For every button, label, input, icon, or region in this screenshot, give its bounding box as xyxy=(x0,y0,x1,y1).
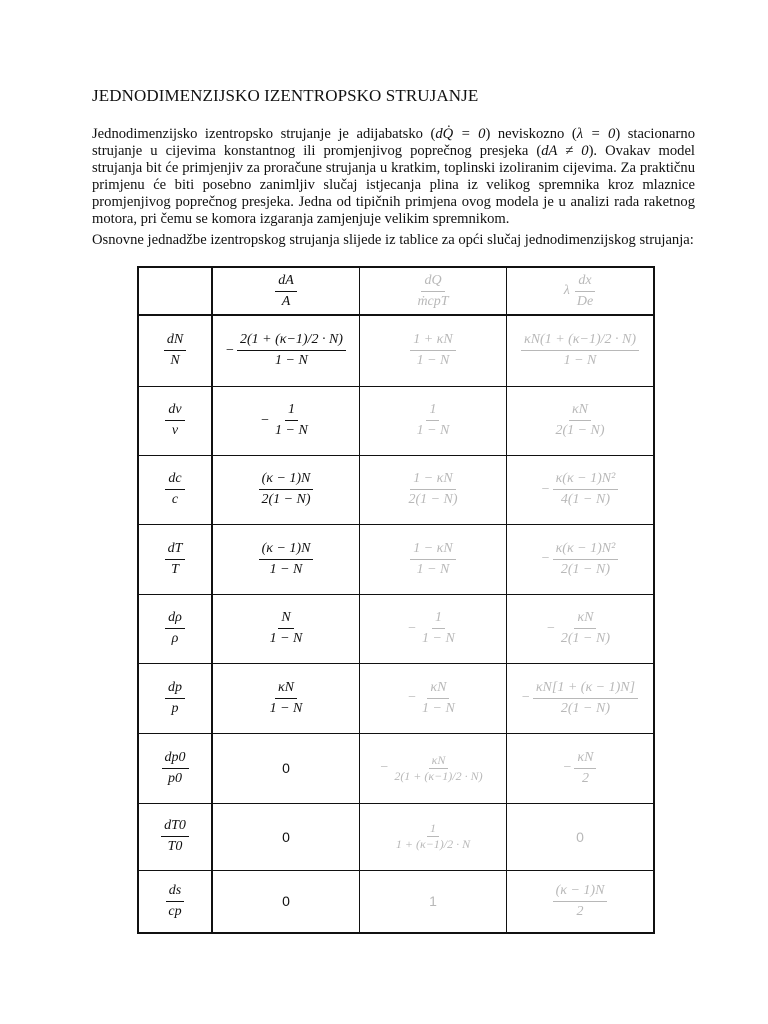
cell-friction xyxy=(507,870,655,933)
table-row xyxy=(138,870,654,933)
row-label-num: dp0 xyxy=(162,749,189,769)
cell-den: 1 − N xyxy=(269,700,303,716)
row-label-ds xyxy=(138,870,212,933)
row-label-dp0 xyxy=(138,733,212,803)
math-area-nonzero: dA ≠ 0 xyxy=(541,142,589,159)
header-heat-num: dQ xyxy=(421,272,444,292)
cell-num: κ(κ − 1)N² xyxy=(553,540,619,560)
header-friction-den: De xyxy=(576,293,594,309)
cell-den: 2(1 − N) xyxy=(560,700,610,716)
cell-den: 1 − N xyxy=(422,631,455,646)
cell-den: 1 − N xyxy=(269,631,303,646)
row-label-den: N xyxy=(170,353,180,369)
row-label-den: c xyxy=(171,492,179,507)
cell-num: 2(1 + (κ−1)/2 · N) xyxy=(237,331,346,351)
cell-den: 2(1 − N) xyxy=(261,492,311,507)
row-label-den: ρ xyxy=(171,631,179,646)
header-heat-den: ṁcpT xyxy=(417,293,449,309)
cell-num: N xyxy=(278,609,293,629)
cell-den: 1 + (κ−1)/2 · N xyxy=(395,837,471,851)
row-label-num: dc xyxy=(165,470,184,490)
intro-text-3: ) stacionarno strujanje u cijevima konstantnog ili promjenjivog poprečnog presjeka ( xyxy=(92,126,695,159)
header-area xyxy=(212,267,360,315)
header-area-den: A xyxy=(281,293,291,309)
row-label-dc xyxy=(138,455,212,524)
frac-dA-A xyxy=(275,272,297,311)
cell-num: 1 + κN xyxy=(410,331,456,351)
table-row xyxy=(138,315,654,386)
cell-area: 0 xyxy=(212,870,360,933)
cell-num: 1 xyxy=(427,822,439,837)
row-label-den: v xyxy=(171,423,179,438)
cell-num: κN xyxy=(569,401,591,421)
frac-dx-De xyxy=(574,272,596,311)
cell-num: κN[1 + (κ − 1)N] xyxy=(533,679,638,699)
equations-paragraph: Osnovne jednadžbe izentropskog strujanja slijede iz tablice za opći slučaj jednodimenzijskog strujanja: xyxy=(92,232,694,248)
table-row xyxy=(138,524,654,594)
table-row xyxy=(138,663,654,733)
cell-friction xyxy=(507,315,655,386)
cell-num: κ(κ − 1)N² xyxy=(553,470,619,490)
cell-area xyxy=(212,455,360,524)
cell-friction: − $\frac{\text{κ(κ − 1)N²}}{2(1 - N)}$ xyxy=(507,524,655,594)
table-row xyxy=(138,594,654,663)
cell-num: 1 xyxy=(426,401,439,421)
cell-den: 2(1 + (κ−1)/2 · N) xyxy=(394,768,483,783)
row-label-num: ds xyxy=(166,882,184,902)
cell-den: 1 − N xyxy=(563,353,597,369)
cell-den: 1 − N xyxy=(269,561,303,577)
cell-den: 1 − N xyxy=(275,353,308,369)
cell-den: 2(1 − N) xyxy=(560,631,610,646)
table-row xyxy=(138,386,654,455)
header-friction-lambda: λ xyxy=(563,283,570,298)
row-label-num: dρ xyxy=(165,609,185,629)
header-friction-num: dx xyxy=(575,272,594,292)
row-label-den: T xyxy=(171,561,179,577)
cell-area: 0 xyxy=(212,803,360,870)
row-label-den: p xyxy=(171,700,179,716)
row-label-num: dv xyxy=(165,401,184,421)
row-label-dT xyxy=(138,524,212,594)
table-row xyxy=(138,803,654,870)
cell-den: 1 − N xyxy=(416,353,450,369)
cell-den: 1 − N xyxy=(275,423,308,438)
cell-friction: 0 xyxy=(507,803,655,870)
row-label-den: p0 xyxy=(168,770,182,786)
cell-num: 1 xyxy=(432,609,445,629)
cell-area xyxy=(212,524,360,594)
table-header-row xyxy=(138,267,654,315)
cell-den: 2(1 − N) xyxy=(408,492,458,507)
row-label-drho xyxy=(138,594,212,663)
row-label-den: cp xyxy=(168,903,182,919)
cell-den: 2 xyxy=(581,770,589,786)
cell-num: κN xyxy=(429,754,449,769)
table-row xyxy=(138,455,654,524)
cell-num: κN xyxy=(275,679,297,699)
cell-heat xyxy=(360,315,507,386)
cell-friction: − $\frac{\kappa N}{2}$ xyxy=(507,733,655,803)
cell-den: 1 − N xyxy=(416,561,450,577)
cell-den: 2(1 − N) xyxy=(560,561,610,577)
row-label-dv xyxy=(138,386,212,455)
cell-area: − $\frac{1}{1 - N}$ xyxy=(212,386,360,455)
intro-paragraph xyxy=(92,126,695,227)
cell-den: 4(1 − N) xyxy=(560,492,610,507)
cell-num: 1 xyxy=(285,401,298,421)
cell-area xyxy=(212,594,360,663)
cell-num: 1 − κN xyxy=(410,470,456,490)
cell-num: (κ − 1)N xyxy=(259,470,314,490)
cell-den: 2(1 − N) xyxy=(555,423,605,438)
cell-heat xyxy=(360,455,507,524)
cell-heat: − $\frac{1}{1 - N}$ xyxy=(360,594,507,663)
cell-num: κN xyxy=(427,679,449,699)
cell-heat: − $\frac{\kappa N}{2(1 + (\kappa-1)/2 \cdot N)}$ xyxy=(360,733,507,803)
cell-heat xyxy=(360,386,507,455)
row-label-den: T0 xyxy=(167,839,183,854)
math-lambda-zero: λ = 0 xyxy=(576,126,616,142)
document-title: JEDNODIMENZIJSKO IZENTROPSKO STRUJANJE xyxy=(92,86,479,105)
cell-den: 1 − N xyxy=(422,700,455,716)
row-label-num: dT0 xyxy=(161,817,189,837)
cell-heat xyxy=(360,803,507,870)
table-row xyxy=(138,733,654,803)
cell-friction: − $\frac{\text{κ(κ − 1)N²}}{4(1 - N)}$ xyxy=(507,455,655,524)
cell-num: κN xyxy=(574,609,596,629)
frac-dQ xyxy=(414,272,451,311)
intro-text-4: ). Ovakav model strujanja bit će primjenjiv za proračune strujanja u kratkim, toplinski izoliranim cijevima. Za praktičnu primjenu će biti posebno zanimljiv slučaj istjecanja plina iz velikog spremnika kroz mlaznice promjenjivog poprečnog presjeka. Jedna od tipičnih primjena ovog modela je u analizi rada raketnog motora, pri čemu se komora izgaranja zamjenjuje velikim spremnikom. xyxy=(92,142,695,227)
row-label-dp xyxy=(138,663,212,733)
row-label-num: dp xyxy=(165,679,185,699)
cell-num: (κ − 1)N xyxy=(259,540,314,560)
intro-text-1: Jednodimenzijsko izentropsko strujanje je adijabatsko ( xyxy=(92,126,436,142)
cell-area xyxy=(212,663,360,733)
row-label-dT0 xyxy=(138,803,212,870)
cell-friction: − $\frac{\kappa N}{2(1 - N)}$ xyxy=(507,594,655,663)
header-empty-cell xyxy=(138,267,212,315)
row-label-num: dT xyxy=(165,540,186,560)
cell-den: 1 − N xyxy=(416,423,450,438)
header-friction xyxy=(507,267,655,315)
cell-area: 0 xyxy=(212,733,360,803)
cell-area: − $\frac{2(1 + (\kappa-1)/2 \cdot N)}{1 - N}$ xyxy=(212,315,360,386)
math-heat-zero: dQ̇ = 0 xyxy=(435,126,486,142)
row-label-dN xyxy=(138,315,212,386)
cell-num: 1 − κN xyxy=(410,540,456,560)
cell-heat: 1 xyxy=(360,870,507,933)
cell-num: (κ − 1)N xyxy=(553,882,608,902)
isentropic-flow-table xyxy=(137,266,655,934)
cell-friction xyxy=(507,386,655,455)
header-area-num: dA xyxy=(275,272,297,292)
cell-heat xyxy=(360,524,507,594)
cell-den: 2 xyxy=(576,903,584,919)
intro-text-2: ) neviskozno ( xyxy=(485,126,577,142)
cell-num: κN xyxy=(574,749,596,769)
header-heat xyxy=(360,267,507,315)
row-label-num: dN xyxy=(164,331,186,351)
cell-heat: − $\frac{\kappa N}{1 - N}$ xyxy=(360,663,507,733)
cell-num: κN(1 + (κ−1)/2 · N) xyxy=(521,331,639,351)
cell-friction: − $\frac{\kappa N[1 + (\kappa - 1)N]}{2(1 - N)}$ xyxy=(507,663,655,733)
